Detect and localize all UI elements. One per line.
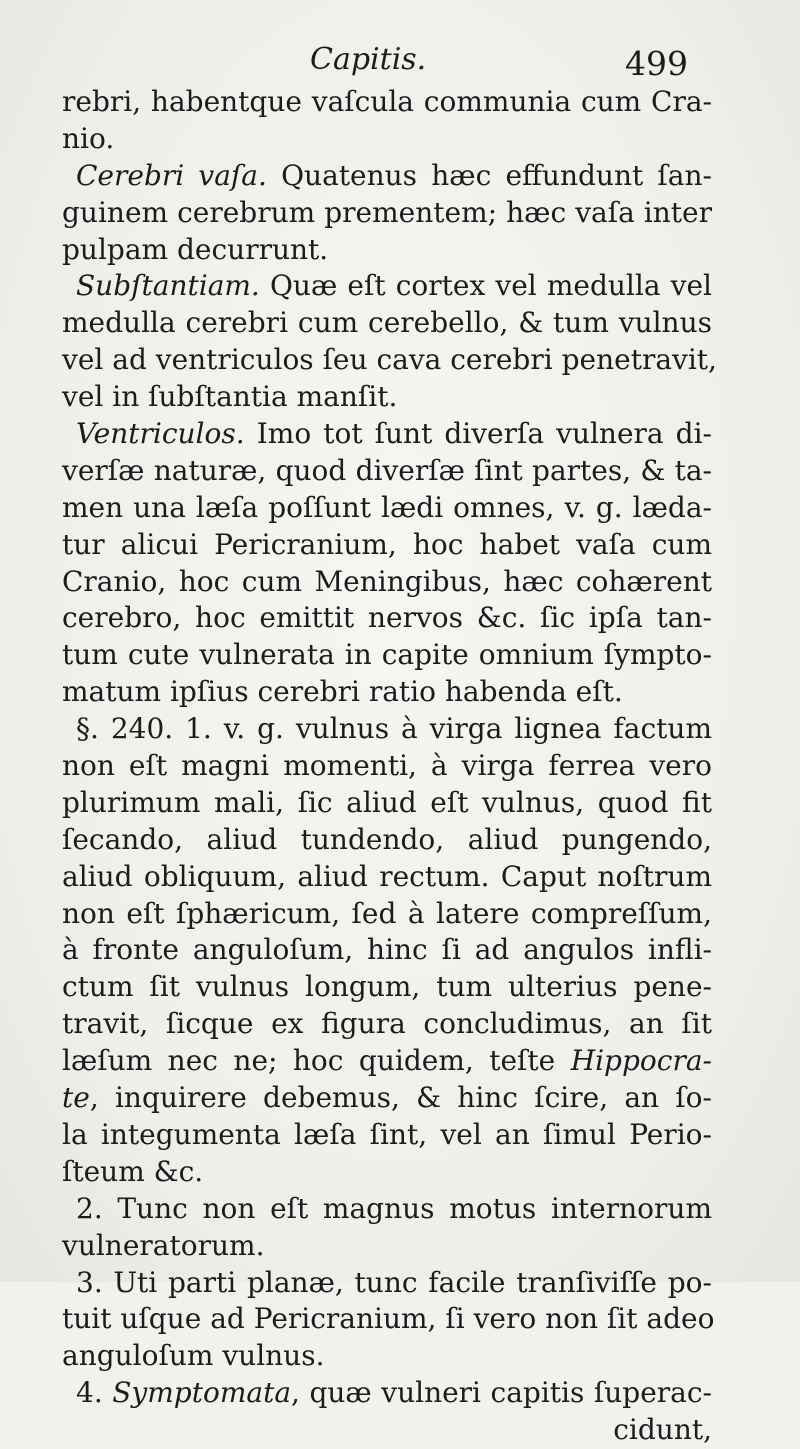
text-line: læſum nec ne; hoc quidem, teſte Hippocra- xyxy=(62,1044,712,1078)
text-line: rebri, habentque vaſcula communia cum Cra- xyxy=(62,85,712,118)
text-line: te, inquirere debemus, & hinc ſcire, an ſo- xyxy=(62,1081,712,1115)
text-line: Subſtantiam. Quæ eſt cortex vel medulla vel xyxy=(76,269,712,303)
catchword-line: cidunt, xyxy=(613,1413,712,1447)
text-line: ſecando, aliud tundendo, aliud pungendo, xyxy=(62,822,712,856)
emphasis-te: te xyxy=(62,1081,90,1115)
emphasis-substantiam: Subſtantiam. xyxy=(76,269,260,303)
text-line: Ventriculos. Imo tot ſunt diverſa vulnera di- xyxy=(76,417,712,451)
text-line: non eſt magni momenti, à virga ferrea vero xyxy=(62,749,712,783)
emphasis-symptomata: Symptomata xyxy=(112,1376,292,1410)
text-line: anguloſum vulnus. xyxy=(62,1339,325,1373)
emphasis-ventriculos: Ventriculos. xyxy=(76,417,245,451)
running-head xyxy=(0,42,800,88)
text-line: 3. Uti parti planæ, tunc facile tranſiviſſe po- xyxy=(76,1265,712,1299)
text-block xyxy=(62,84,717,1449)
text-line: aliud obliquum, aliud rectum. Caput noſtrum xyxy=(62,859,712,893)
text-line: ctum ſit vulnus longum, tum ulterius pene- xyxy=(62,970,712,1004)
text-line: vel ad ventriculos ſeu cava cerebri penetravit, xyxy=(62,343,717,377)
text-line: plurimum mali, ſic aliud eſt vulnus, quod fit xyxy=(62,785,712,819)
page-number: 499 xyxy=(625,44,688,83)
text-line: medulla cerebri cum cerebello, & tum vulnus xyxy=(62,306,712,340)
text-line: travit, ſicque ex figura concludimus, an ſit xyxy=(62,1007,712,1041)
text-line: non eſt ſphæricum, ſed à latere compreſſum, xyxy=(62,896,712,930)
text-line: cerebro, hoc emittit nervos &c. ſic ipſa tan- xyxy=(62,601,712,635)
text-line: à fronte anguloſum, hinc ſi ad angulos infli- xyxy=(62,933,712,967)
text-line: tum cute vulnerata in capite omnium ſympto- xyxy=(62,638,712,672)
text-line: nio. xyxy=(62,121,115,155)
text-line: men una læſa poſſunt lædi omnes, v. g. læda- xyxy=(62,490,712,524)
emphasis-cerebri-vasa: Cerebri vaſa. xyxy=(76,158,267,192)
text-line: Cranio, hoc cum Meningibus, hæc cohærent xyxy=(62,564,712,598)
text-line: tuit uſque ad Pericranium, ſi vero non ſit adeo xyxy=(62,1302,715,1336)
text-line: Cerebri vaſa. Quatenus hæc effundunt ſan- xyxy=(76,158,712,192)
text-line: §. 240. 1. v. g. vulnus à virga lignea factum xyxy=(76,712,712,746)
text-line: pulpam decurrunt. xyxy=(62,232,329,266)
text-line: tur alicui Pericranium, hoc habet vaſa cum xyxy=(62,527,712,561)
text-line: ſteum &c. xyxy=(62,1154,204,1188)
text-line: vel in ſubſtantia manſit. xyxy=(62,380,398,414)
running-title: Capitis. xyxy=(310,42,427,77)
text-line: guinem cerebrum prementem; hæc vaſa inter xyxy=(62,195,712,229)
emphasis-hippocra: Hippocra- xyxy=(570,1044,712,1078)
text-line: vulneratorum. xyxy=(62,1228,265,1262)
text-line: la integumenta læſa ſint, vel an ſimul Perio- xyxy=(62,1117,712,1151)
text-line: 4. Symptomata, quæ vulneri capitis ſuperac- xyxy=(76,1376,712,1410)
text-line: matum ipſius cerebri ratio habenda eſt. xyxy=(62,675,623,709)
text-line: 2. Tunc non eſt magnus motus internorum xyxy=(76,1191,712,1225)
text-line: verſæ naturæ, quod diverſæ ſint partes, & ta- xyxy=(62,453,712,487)
